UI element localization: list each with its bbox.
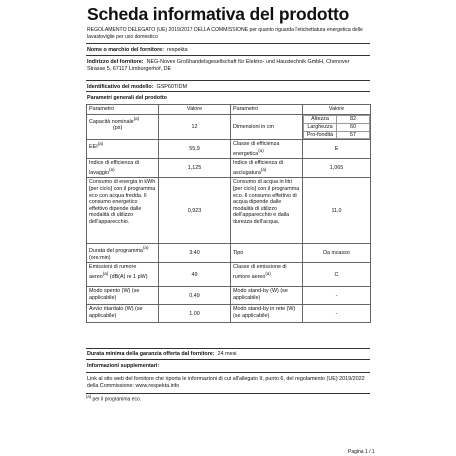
noise-class-label: Classe di emissione di rumore aereo$^{(a)}$ (231, 263, 303, 287)
supplier-address-row (86, 55, 370, 81)
height-label: Altezza (304, 116, 337, 124)
header-value-2: Valore (303, 105, 371, 115)
eei-value: 55,9 (159, 140, 231, 159)
model-label: Identificativo del modello: (87, 84, 154, 90)
energy-consumption-label: Consumo di energia in kWh [per ciclo] con il programma eco con acqua fredda. Il consumo energetico effettivo dipende dalle modalità di utilizzo dell'apparecchio. (87, 178, 159, 244)
footnote: $^{(a)}$ per il programma eco. (86, 394, 142, 403)
water-consumption-label: Consumo di acqua in litri [per ciclo] con il programma eco. Il consumo effettivo di acqua dipende dalle modalità di utilizzo dell'apparecchio e dalla durezza dell'acqua. (231, 178, 303, 244)
table-row (87, 244, 371, 263)
page-number: Pagina 1 / 1 (348, 449, 375, 455)
table-row (87, 140, 371, 159)
additional-info-header-row (86, 359, 370, 373)
duration-label: Durata del programma$^{(a)}$ (ore:min) (87, 244, 159, 263)
delay-start-value: 1,00 (159, 305, 231, 323)
energy-class-label: Classe di efficienza energetica$^{(a)}$ (231, 140, 303, 159)
additional-info-text: Link al sito web del fornitore che riporta le informazioni di cui all'allegato II, punto 6, del regolamento (UE) 2019/2022 della Commissione: www.respekta.info (87, 376, 365, 389)
cleaning-value: 1,125 (159, 159, 231, 178)
additional-info-label: Informazioni supplementari: (87, 363, 160, 369)
standby-label: Modo stand-by (W) (se applicabile) (231, 287, 303, 305)
header-param-1: Parametro (87, 105, 159, 115)
delay-start-label: Avvio ritardato (W) (se applicabile) (87, 305, 159, 323)
energy-consumption-value: 0,923 (159, 178, 231, 244)
cleaning-label: Indice di efficienza di lavaggio$^{(a)}$ (87, 159, 159, 178)
table-row (87, 115, 371, 140)
water-consumption-value: 11,0 (303, 178, 371, 244)
capacity-value: 12 (159, 115, 231, 140)
table-row (87, 287, 371, 305)
noise-value: 49 (159, 263, 231, 287)
networked-standby-value: - (303, 305, 371, 323)
table-row (87, 305, 371, 323)
header-param-2: Parametro (231, 105, 303, 115)
supplier-name-label: Nome o marchio del fornitore: (87, 47, 164, 53)
warranty-value: 24 mesi (217, 351, 237, 357)
width-value: 60 (337, 123, 370, 131)
warranty-label: Durata minima della garanzia offerta dal fornitore: (87, 351, 215, 357)
supplier-name-value: respekta (166, 47, 188, 53)
energy-class-value: E (303, 140, 371, 159)
depth-value: 57 (337, 131, 370, 139)
dimensions-values (303, 115, 371, 140)
header-value-1: Valore (159, 105, 231, 115)
eei-label: EEI$^{(a)}$ (87, 140, 159, 159)
noise-class-value: C (303, 263, 371, 287)
drying-value: 1,065 (303, 159, 371, 178)
width-label: Larghezza (304, 123, 337, 131)
drying-label: Indice di efficienza di asciugatura$^{(a)}$ (231, 159, 303, 178)
table-row (87, 178, 371, 244)
table-row (87, 263, 371, 287)
additional-info-row (86, 372, 370, 394)
off-mode-value: 0,49 (159, 287, 231, 305)
parameters-table (86, 104, 371, 323)
regulation-text: REGOLAMENTO DELEGATO (UE) 2019/2017 DELLA COMMISSIONE per quanto riguarda l'etichettatura energetica delle lavastoviglie per uso domestico (87, 27, 363, 40)
standby-value: - (303, 287, 371, 305)
duration-value: 3:40 (159, 244, 231, 263)
networked-standby-label: Modo stand-by in rete (W) (se applicabile) (231, 305, 303, 323)
dimensions-label: Dimensioni in cm (231, 115, 303, 140)
capacity-label: Capacità nominale$^{(a)}$ (ps) (87, 115, 159, 140)
height-value: 82 (337, 116, 370, 124)
section-title: Parametri generali del prodotto (87, 95, 167, 101)
noise-label: Emissioni di rumore aereo$^{(a)}$ (dB(A) re 1 pW) (87, 263, 159, 287)
off-mode-label: Modo spento (W) (se applicabile) (87, 287, 159, 305)
model-value: GSP60TIDM (156, 84, 188, 90)
section-title-row (86, 91, 370, 103)
type-label: Tipo (231, 244, 303, 263)
table-header-row (87, 105, 371, 115)
table-row (87, 159, 371, 178)
type-value: Da incasso (303, 244, 371, 263)
supplier-address-value: NEG-Novex Großhandelsgesellschaft für Elektro- und Haustechnik GmbH, Chenover Strasse 5, 67117 Limburgerhof, DE (87, 59, 350, 72)
depth-label: Pro-fondità (304, 131, 337, 139)
page-title: Scheda informativa del prodotto (87, 4, 350, 24)
supplier-address-label: Indirizzo del fornitore: (87, 59, 144, 65)
